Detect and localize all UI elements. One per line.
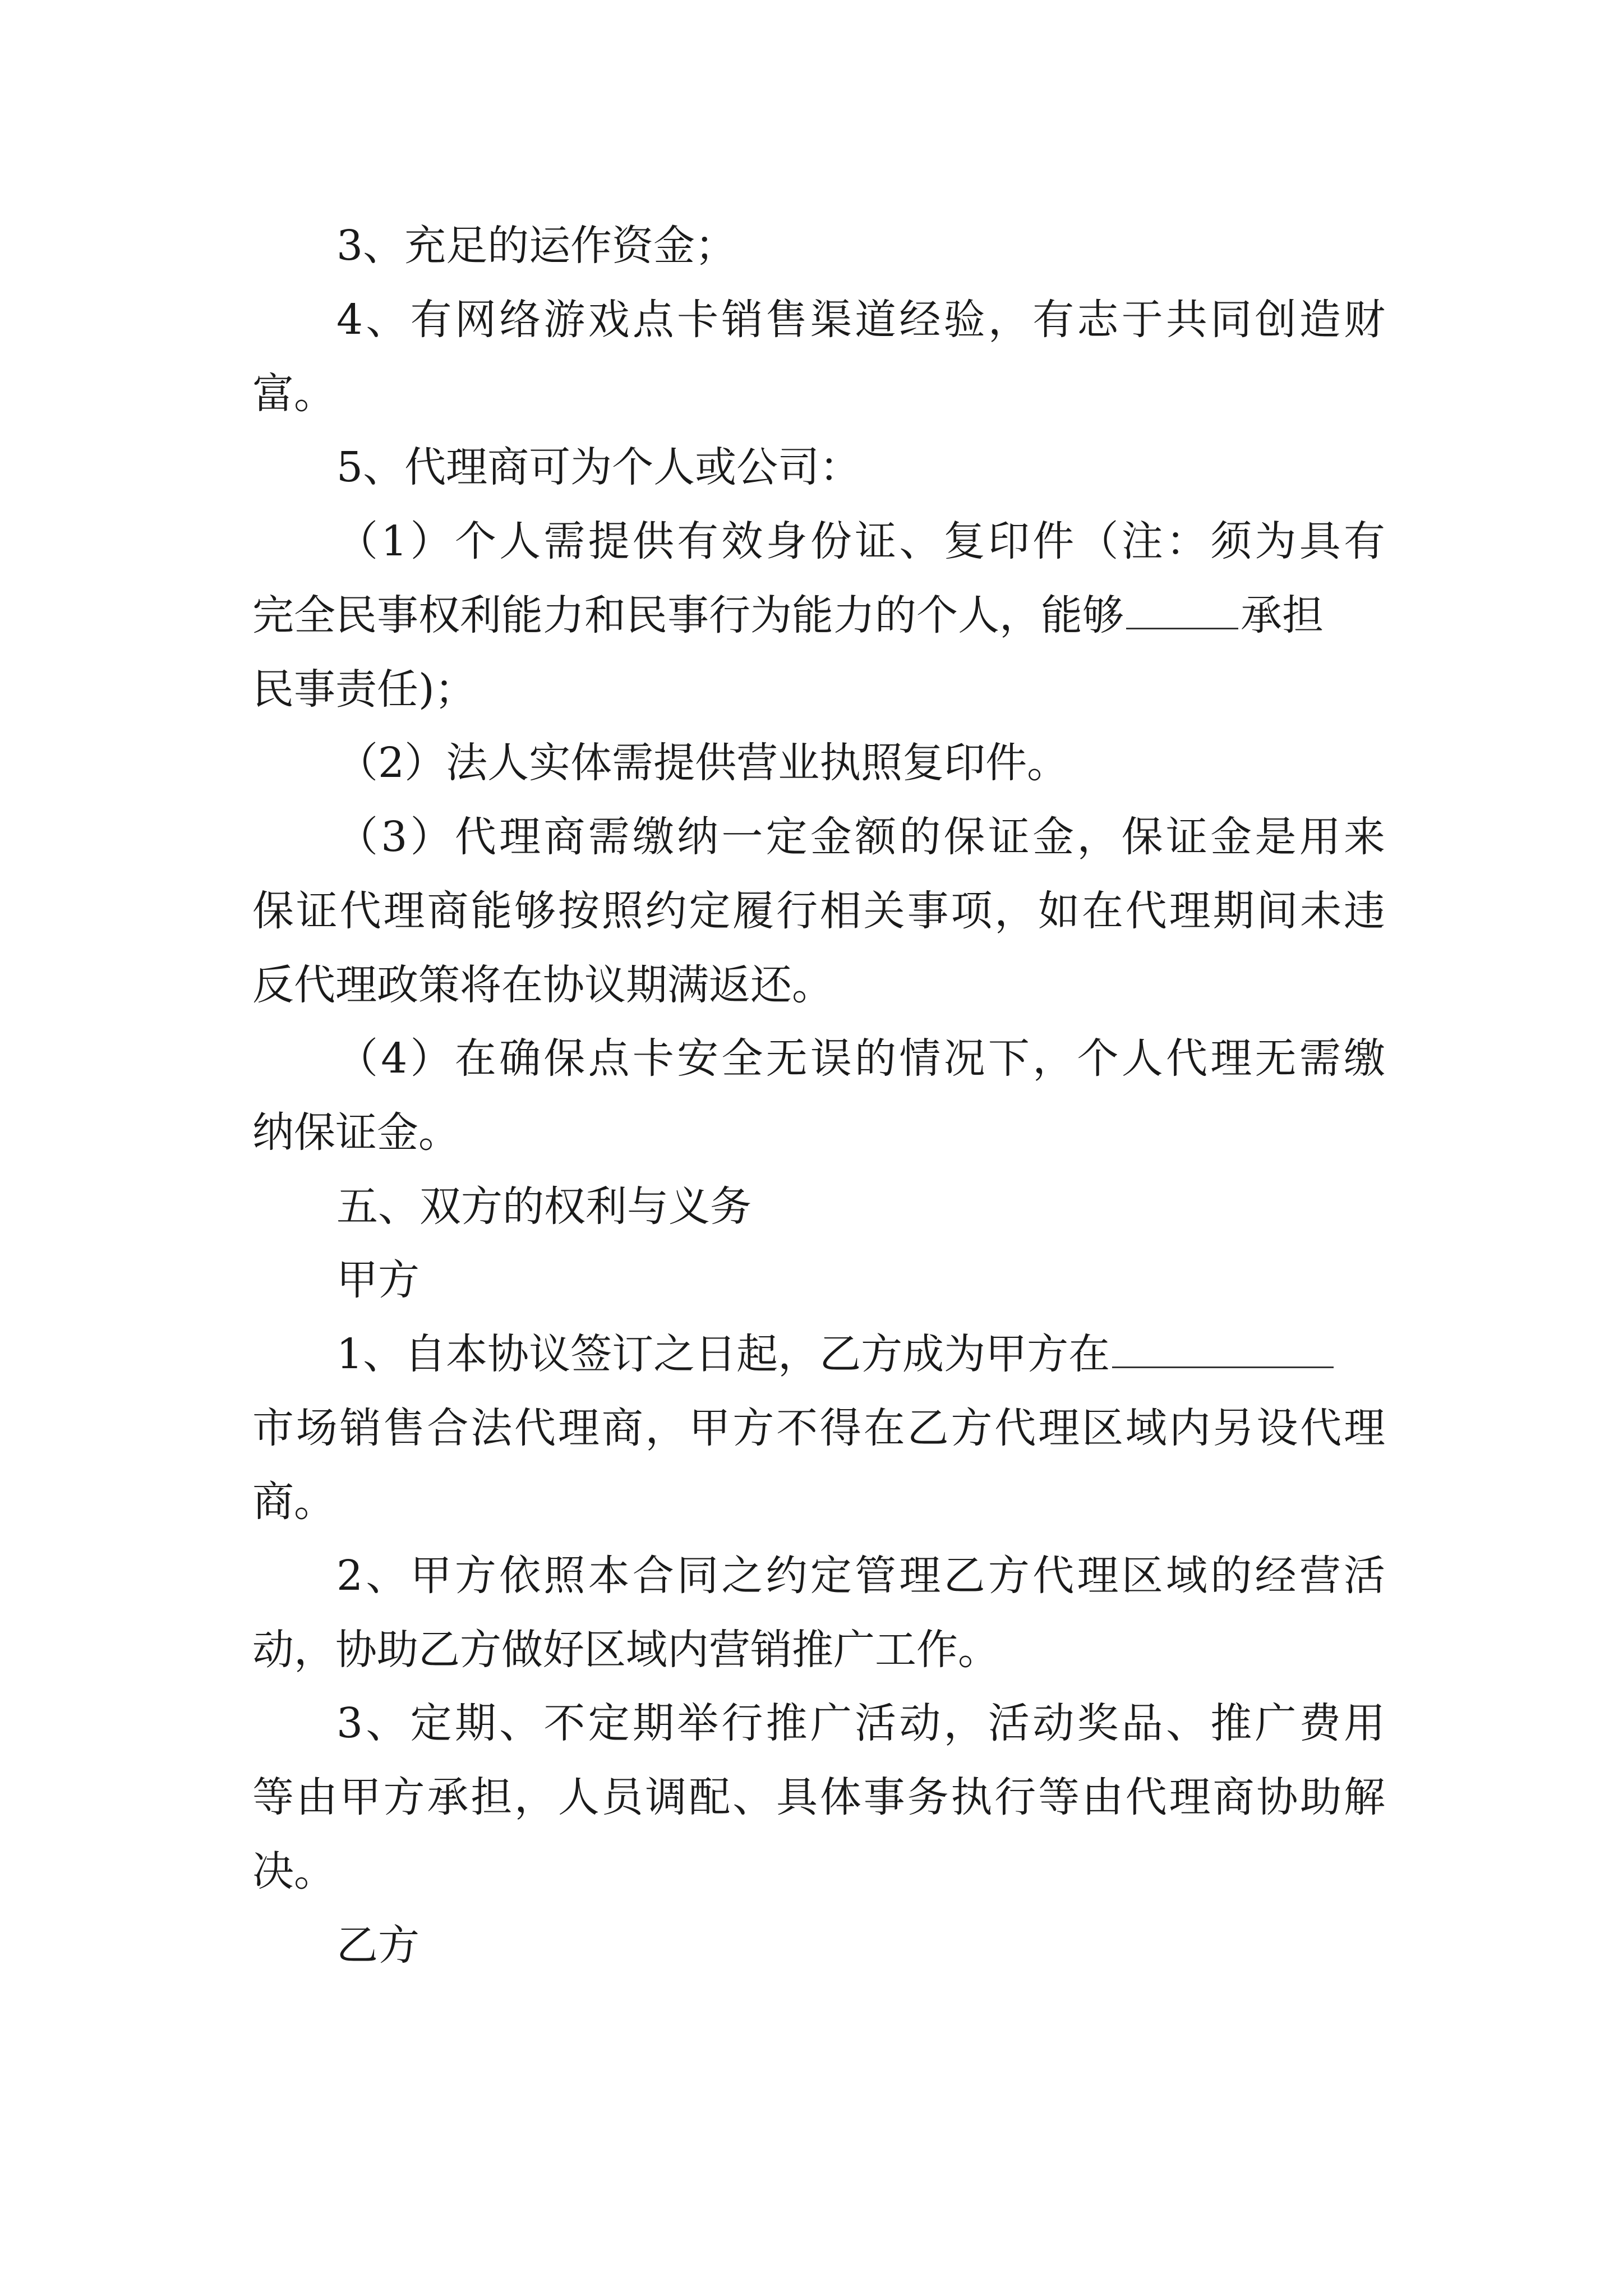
paragraph-line: 决。 — [252, 1847, 335, 1895]
paragraph-line: （2）法人实体需提供营业执照复印件。 — [336, 739, 1069, 787]
paragraph-line: （3）代理商需缴纳一定金额的保证金，保证金是用来 — [336, 813, 1385, 861]
fill-in-blank[interactable] — [1112, 1327, 1334, 1368]
paragraph-line: 等由甲方承担，人员调配、具体事务执行等由代理商协助解 — [252, 1773, 1385, 1821]
paragraph-line: 动，协助乙方做好区域内营销推广工作。 — [252, 1626, 999, 1674]
paragraph-text: 承担 — [1241, 591, 1324, 639]
section-heading: 五、双方的权利与义务 — [336, 1182, 751, 1231]
subsection-heading: 甲方 — [336, 1256, 419, 1304]
paragraph-line: 富。 — [252, 370, 335, 418]
paragraph-line: 5、代理商可为个人或公司： — [336, 443, 861, 491]
paragraph-line — [336, 1326, 1385, 1382]
paragraph-line: （1）个人需提供有效身份证、复印件（注：须为具有 — [336, 517, 1385, 565]
paragraph-text: 完全民事权利能力和民事行为能力的个人，能够 — [252, 591, 1124, 639]
subsection-heading: 乙方 — [336, 1921, 419, 1970]
paragraph-line: 3、定期、不定期举行推广活动，活动奖品、推广费用 — [336, 1699, 1385, 1747]
paragraph-line: 反代理政策将在协议期满返还。 — [252, 961, 833, 1009]
paragraph-line: 2、甲方依照本合同之约定管理乙方代理区域的经营活 — [336, 1552, 1385, 1600]
paragraph-line: 民事责任)； — [252, 665, 476, 714]
paragraph-line: 3、充足的运作资金； — [336, 222, 737, 270]
paragraph-line: 商。 — [252, 1478, 335, 1526]
paragraph-line: 保证代理商能够按照约定履行相关事项，如在代理期间未违 — [252, 887, 1385, 935]
paragraph-line: 纳保证金。 — [252, 1108, 460, 1157]
fill-in-blank[interactable] — [1126, 588, 1238, 629]
paragraph-text: 1、自本协议签订之日起，乙方成为甲方在 — [336, 1330, 1110, 1378]
paragraph-line: 市场销售合法代理商，甲方不得在乙方代理区域内另设代理 — [252, 1404, 1385, 1452]
paragraph-line — [252, 587, 1385, 643]
paragraph-line: （4）在确保点卡安全无误的情况下，个人代理无需缴 — [336, 1034, 1385, 1083]
paragraph-line: 4、有网络游戏点卡销售渠道经验，有志于共同创造财 — [336, 296, 1385, 344]
